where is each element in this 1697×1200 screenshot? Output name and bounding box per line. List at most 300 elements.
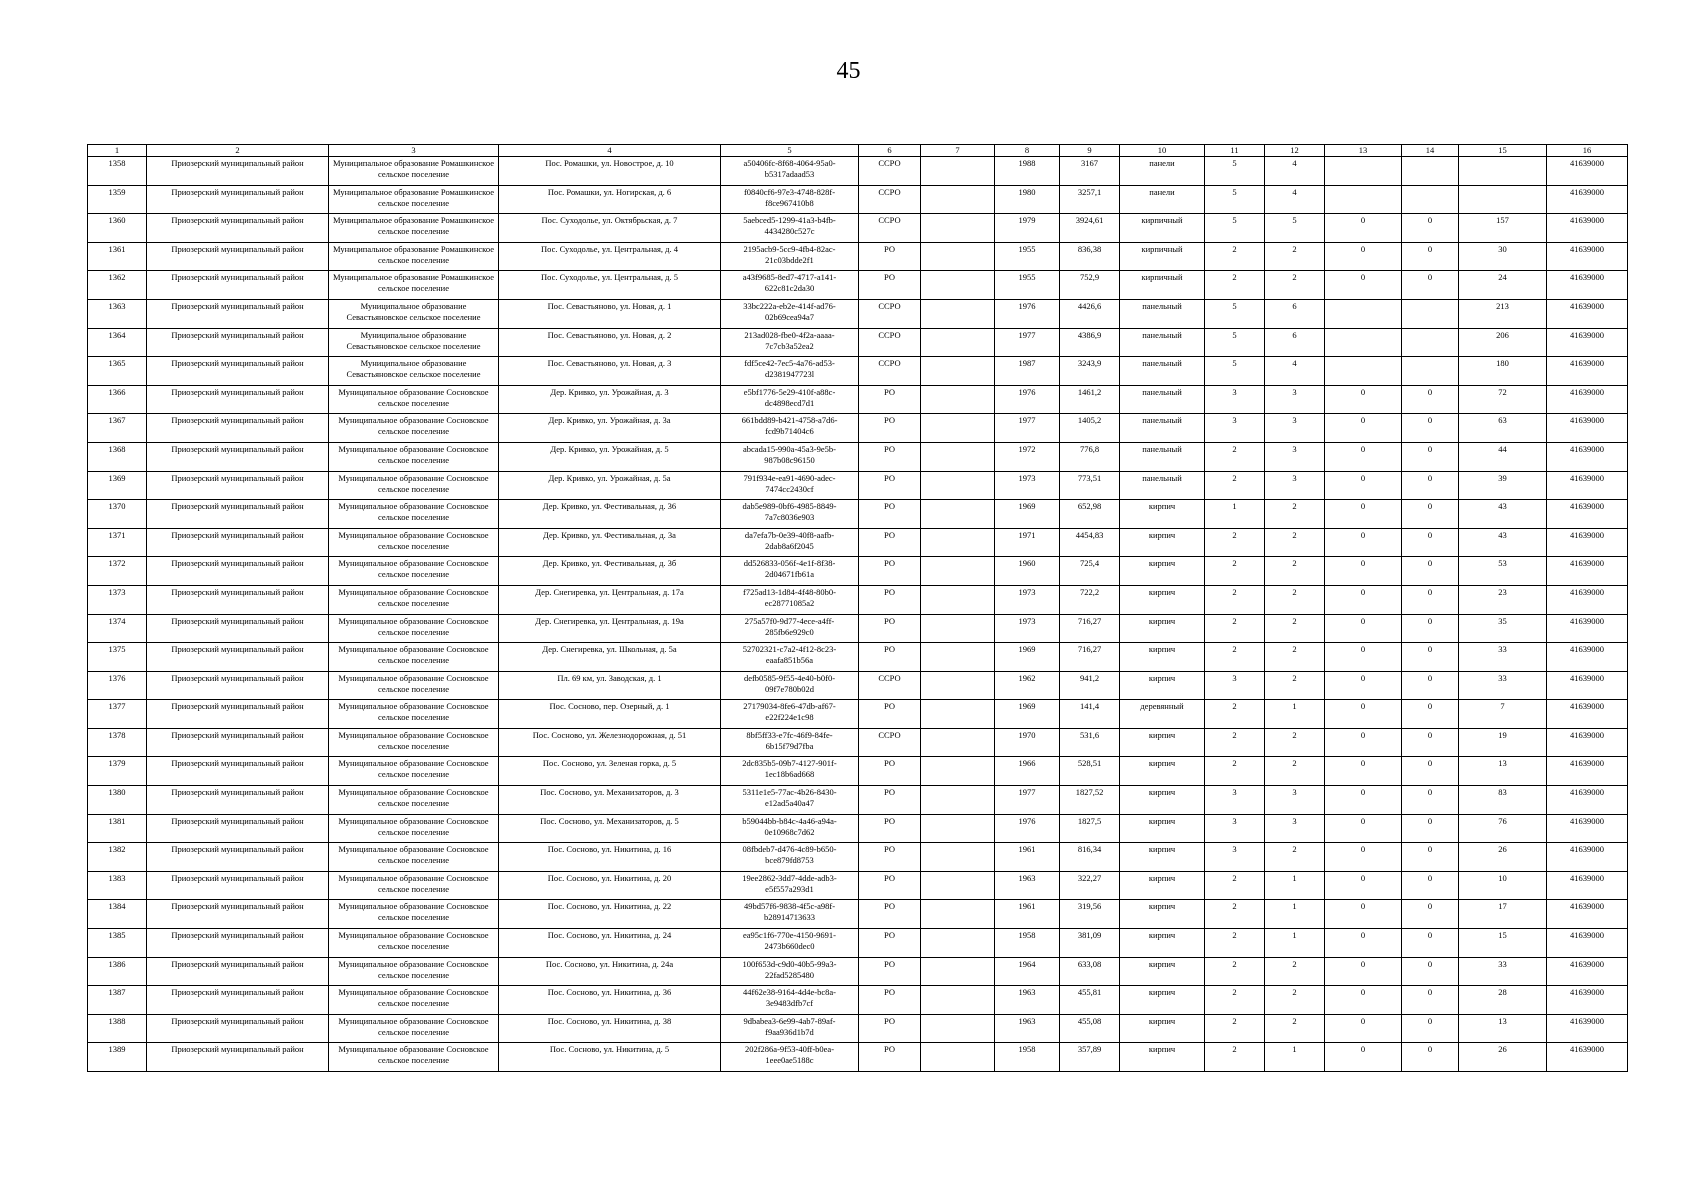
table-cell-col-14 — [1402, 299, 1459, 328]
column-header-2: 2 — [147, 145, 329, 157]
table-cell-col-3: Муниципальное образование Севастьяновское сельское поселение — [329, 357, 499, 386]
table-cell-col-9: 3167 — [1060, 157, 1120, 186]
table-cell-col-8: 1964 — [995, 957, 1060, 986]
table-cell-col-12: 3 — [1265, 814, 1325, 843]
table-cell-col-8: 1976 — [995, 385, 1060, 414]
table-cell-col-10: панельный — [1120, 442, 1205, 471]
table-cell-col-16: 41639000 — [1547, 929, 1628, 958]
table-cell-col-6: РО — [859, 643, 921, 672]
table-cell-col-1: 1365 — [88, 357, 147, 386]
table-row — [88, 957, 1628, 986]
table-cell-col-6: РО — [859, 414, 921, 443]
table-cell-col-6: РО — [859, 786, 921, 815]
table-cell-col-10: деревянный — [1120, 700, 1205, 729]
table-cell-col-15: 33 — [1459, 643, 1547, 672]
table-cell-col-9: 836,38 — [1060, 242, 1120, 271]
table-cell-col-12: 3 — [1265, 786, 1325, 815]
table-cell-col-9: 722,2 — [1060, 585, 1120, 614]
table-cell-col-8: 1973 — [995, 585, 1060, 614]
table-row — [88, 500, 1628, 529]
table-cell-col-4: Дер. Снегиревка, ул. Центральная, д. 19а — [499, 614, 721, 643]
table-cell-col-8: 1958 — [995, 929, 1060, 958]
table-cell-col-8: 1955 — [995, 242, 1060, 271]
table-cell-col-4: Пос. Сосново, ул. Механизаторов, д. 5 — [499, 814, 721, 843]
table-cell-col-14 — [1402, 357, 1459, 386]
table-cell-col-5: ea95c1f6-770e-4150-9691-2473b660dec0 — [721, 929, 859, 958]
table-row — [88, 614, 1628, 643]
table-cell-col-5: 8bf5ff33-e7fc-46f9-84fe-6b15f79d7fba — [721, 728, 859, 757]
table-cell-col-14: 0 — [1402, 757, 1459, 786]
table-cell-col-13: 0 — [1325, 528, 1402, 557]
table-cell-col-9: 1827,52 — [1060, 786, 1120, 815]
table-cell-col-14: 0 — [1402, 500, 1459, 529]
table-cell-col-12: 2 — [1265, 242, 1325, 271]
table-cell-col-6: РО — [859, 528, 921, 557]
table-cell-col-4: Пл. 69 км, ул. Заводская, д. 1 — [499, 671, 721, 700]
table-cell-col-3: Муниципальное образование Ромашкинское сельское поселение — [329, 185, 499, 214]
table-row — [88, 585, 1628, 614]
column-header-14: 14 — [1402, 145, 1459, 157]
table-cell-col-6: РО — [859, 614, 921, 643]
column-header-5: 5 — [721, 145, 859, 157]
table-cell-col-15: 206 — [1459, 328, 1547, 357]
table-row — [88, 299, 1628, 328]
table-cell-col-5: 2195acb9-5cc9-4fb4-82ac-21c03bdde2f1 — [721, 242, 859, 271]
table-cell-col-14: 0 — [1402, 814, 1459, 843]
table-cell-col-6: РО — [859, 700, 921, 729]
table-cell-col-3: Муниципальное образование Сосновское сельское поселение — [329, 700, 499, 729]
table-cell-col-12: 6 — [1265, 328, 1325, 357]
table-cell-col-16: 41639000 — [1547, 442, 1628, 471]
table-cell-col-15: 23 — [1459, 585, 1547, 614]
table-cell-col-8: 1960 — [995, 557, 1060, 586]
table-row — [88, 528, 1628, 557]
table-cell-col-13 — [1325, 185, 1402, 214]
table-cell-col-13: 0 — [1325, 471, 1402, 500]
table-cell-col-4: Пос. Севастьяново, ул. Новая, д. 2 — [499, 328, 721, 357]
table-cell-col-1: 1382 — [88, 843, 147, 872]
table-cell-col-11: 3 — [1205, 786, 1265, 815]
table-cell-col-4: Пос. Сосново, ул. Никитина, д. 22 — [499, 900, 721, 929]
table-cell-col-10: кирпич — [1120, 614, 1205, 643]
table-cell-col-4: Пос. Сосново, ул. Никитина, д. 36 — [499, 986, 721, 1015]
table-cell-col-5: 52702321-c7a2-4f12-8c23-eaafa851b56a — [721, 643, 859, 672]
table-cell-col-5: abcada15-990a-45a3-9e5b-987b08c96150 — [721, 442, 859, 471]
table-cell-col-11: 1 — [1205, 500, 1265, 529]
table-cell-col-5: f0840cf6-97e3-4748-828f-f8ce967410b8 — [721, 185, 859, 214]
table-cell-col-5: dd526833-056f-4e1f-8f38-2d04671fb61a — [721, 557, 859, 586]
table-cell-col-7 — [921, 271, 995, 300]
table-cell-col-9: 357,89 — [1060, 1043, 1120, 1072]
table-cell-col-12: 2 — [1265, 986, 1325, 1015]
table-cell-col-3: Муниципальное образование Сосновское сельское поселение — [329, 500, 499, 529]
table-cell-col-14: 0 — [1402, 528, 1459, 557]
table-cell-col-11: 5 — [1205, 357, 1265, 386]
table-cell-col-1: 1370 — [88, 500, 147, 529]
table-cell-col-1: 1384 — [88, 900, 147, 929]
table-cell-col-15: 33 — [1459, 671, 1547, 700]
table-row — [88, 728, 1628, 757]
table-cell-col-6: РО — [859, 242, 921, 271]
table-cell-col-3: Муниципальное образование Сосновское сельское поселение — [329, 414, 499, 443]
table-row — [88, 900, 1628, 929]
table-cell-col-6: РО — [859, 929, 921, 958]
table-cell-col-16: 41639000 — [1547, 357, 1628, 386]
table-cell-col-5: fdf5ce42-7ec5-4a76-ad53-d2381947723l — [721, 357, 859, 386]
table-cell-col-9: 531,6 — [1060, 728, 1120, 757]
table-cell-col-12: 6 — [1265, 299, 1325, 328]
column-header-13: 13 — [1325, 145, 1402, 157]
table-cell-col-13: 0 — [1325, 385, 1402, 414]
table-cell-col-13: 0 — [1325, 700, 1402, 729]
table-cell-col-16: 41639000 — [1547, 871, 1628, 900]
table-cell-col-7 — [921, 986, 995, 1015]
table-cell-col-1: 1368 — [88, 442, 147, 471]
table-cell-col-10: кирпич — [1120, 986, 1205, 1015]
column-header-16: 16 — [1547, 145, 1628, 157]
table-cell-col-8: 1972 — [995, 442, 1060, 471]
table-cell-col-2: Приозерский муниципальный район — [147, 871, 329, 900]
table-cell-col-1: 1380 — [88, 786, 147, 815]
table-cell-col-10: кирпич — [1120, 1014, 1205, 1043]
table-cell-col-9: 716,27 — [1060, 614, 1120, 643]
table-cell-col-4: Пос. Сосново, ул. Механизаторов, д. 3 — [499, 786, 721, 815]
table-cell-col-5: 27179034-8fe6-47db-af67-e22f224e1c98 — [721, 700, 859, 729]
table-cell-col-13: 0 — [1325, 843, 1402, 872]
table-cell-col-14 — [1402, 328, 1459, 357]
table-cell-col-11: 3 — [1205, 414, 1265, 443]
column-header-9: 9 — [1060, 145, 1120, 157]
table-cell-col-1: 1361 — [88, 242, 147, 271]
table-cell-col-15: 30 — [1459, 242, 1547, 271]
table-cell-col-13: 0 — [1325, 214, 1402, 243]
table-cell-col-5: a50406fc-8f68-4064-95a0-b5317adaad53 — [721, 157, 859, 186]
table-cell-col-7 — [921, 871, 995, 900]
table-cell-col-2: Приозерский муниципальный район — [147, 786, 329, 815]
table-cell-col-15: 72 — [1459, 385, 1547, 414]
table-cell-col-2: Приозерский муниципальный район — [147, 986, 329, 1015]
table-cell-col-2: Приозерский муниципальный район — [147, 271, 329, 300]
table-cell-col-16: 41639000 — [1547, 786, 1628, 815]
table-cell-col-10: кирпич — [1120, 728, 1205, 757]
table-cell-col-13: 0 — [1325, 414, 1402, 443]
column-header-6: 6 — [859, 145, 921, 157]
table-cell-col-6: ССРО — [859, 299, 921, 328]
table-cell-col-4: Пос. Севастьяново, ул. Новая, д. 1 — [499, 299, 721, 328]
table-cell-col-4: Дер. Кривко, ул. Урожайная, д. 3а — [499, 414, 721, 443]
table-cell-col-9: 773,51 — [1060, 471, 1120, 500]
table-cell-col-12: 1 — [1265, 929, 1325, 958]
table-cell-col-7 — [921, 900, 995, 929]
table-row — [88, 700, 1628, 729]
table-cell-col-9: 4454,83 — [1060, 528, 1120, 557]
table-cell-col-1: 1379 — [88, 757, 147, 786]
table-cell-col-5: 9dbabea3-6e99-4ab7-89af-f9aa936d1b7d — [721, 1014, 859, 1043]
table-cell-col-3: Муниципальное образование Сосновское сельское поселение — [329, 528, 499, 557]
table-cell-col-9: 528,51 — [1060, 757, 1120, 786]
table-cell-col-2: Приозерский муниципальный район — [147, 357, 329, 386]
table-cell-col-16: 41639000 — [1547, 471, 1628, 500]
table-cell-col-9: 1461,2 — [1060, 385, 1120, 414]
table-cell-col-8: 1973 — [995, 614, 1060, 643]
table-cell-col-11: 5 — [1205, 157, 1265, 186]
table-cell-col-15: 53 — [1459, 557, 1547, 586]
table-cell-col-8: 1969 — [995, 700, 1060, 729]
table-cell-col-8: 1963 — [995, 1014, 1060, 1043]
table-cell-col-6: РО — [859, 442, 921, 471]
table-row — [88, 871, 1628, 900]
table-cell-col-2: Приозерский муниципальный район — [147, 643, 329, 672]
table-cell-col-3: Муниципальное образование Сосновское сельское поселение — [329, 442, 499, 471]
table-cell-col-4: Дер. Кривко, ул. Фестивальная, д. 3б — [499, 557, 721, 586]
table-cell-col-14: 0 — [1402, 214, 1459, 243]
table-cell-col-1: 1364 — [88, 328, 147, 357]
table-row — [88, 442, 1628, 471]
table-cell-col-4: Дер. Кривко, ул. Урожайная, д. 5 — [499, 442, 721, 471]
table-cell-col-2: Приозерский муниципальный район — [147, 671, 329, 700]
table-cell-col-11: 5 — [1205, 328, 1265, 357]
table-cell-col-15: 43 — [1459, 500, 1547, 529]
table-cell-col-13: 0 — [1325, 757, 1402, 786]
table-cell-col-11: 2 — [1205, 643, 1265, 672]
table-cell-col-13: 0 — [1325, 242, 1402, 271]
table-cell-col-2: Приозерский муниципальный район — [147, 843, 329, 872]
table-cell-col-1: 1383 — [88, 871, 147, 900]
table-cell-col-16: 41639000 — [1547, 843, 1628, 872]
table-cell-col-2: Приозерский муниципальный район — [147, 500, 329, 529]
table-cell-col-3: Муниципальное образование Сосновское сельское поселение — [329, 786, 499, 815]
table-cell-col-12: 4 — [1265, 357, 1325, 386]
table-cell-col-9: 716,27 — [1060, 643, 1120, 672]
table-cell-col-13: 0 — [1325, 900, 1402, 929]
table-cell-col-2: Приозерский муниципальный район — [147, 814, 329, 843]
header-row — [88, 145, 1628, 157]
table-cell-col-6: ССРО — [859, 185, 921, 214]
table-cell-col-7 — [921, 728, 995, 757]
table-cell-col-16: 41639000 — [1547, 414, 1628, 443]
table-cell-col-3: Муниципальное образование Сосновское сельское поселение — [329, 1043, 499, 1072]
table-cell-col-2: Приозерский муниципальный район — [147, 728, 329, 757]
table-cell-col-1: 1358 — [88, 157, 147, 186]
table-cell-col-14: 0 — [1402, 385, 1459, 414]
table-cell-col-14: 0 — [1402, 843, 1459, 872]
table-cell-col-16: 41639000 — [1547, 185, 1628, 214]
table-cell-col-14: 0 — [1402, 700, 1459, 729]
table-cell-col-1: 1389 — [88, 1043, 147, 1072]
table-cell-col-5: 661bdd89-b421-4758-a7d6-fcd9b71404c6 — [721, 414, 859, 443]
table-cell-col-9: 3257,1 — [1060, 185, 1120, 214]
table-cell-col-7 — [921, 557, 995, 586]
table-cell-col-15: 13 — [1459, 1014, 1547, 1043]
table-cell-col-12: 3 — [1265, 385, 1325, 414]
table-row — [88, 986, 1628, 1015]
table-cell-col-7 — [921, 614, 995, 643]
table-cell-col-16: 41639000 — [1547, 557, 1628, 586]
table-cell-col-5: defb0585-9f55-4e40-b0f0-09f7e780b02d — [721, 671, 859, 700]
table-cell-col-1: 1375 — [88, 643, 147, 672]
table-cell-col-5: a43f9685-8ed7-4717-a141-622c81c2da30 — [721, 271, 859, 300]
table-cell-col-12: 1 — [1265, 700, 1325, 729]
table-cell-col-4: Пос. Суходолье, ул. Центральная, д. 5 — [499, 271, 721, 300]
table-cell-col-14: 0 — [1402, 986, 1459, 1015]
table-cell-col-3: Муниципальное образование Сосновское сельское поселение — [329, 614, 499, 643]
table-cell-col-16: 41639000 — [1547, 986, 1628, 1015]
table-cell-col-2: Приозерский муниципальный район — [147, 700, 329, 729]
table-cell-col-15: 13 — [1459, 757, 1547, 786]
table-cell-col-11: 3 — [1205, 814, 1265, 843]
table-cell-col-2: Приозерский муниципальный район — [147, 757, 329, 786]
table-cell-col-11: 5 — [1205, 214, 1265, 243]
table-cell-col-7 — [921, 157, 995, 186]
table-cell-col-2: Приозерский муниципальный район — [147, 557, 329, 586]
table-cell-col-13: 0 — [1325, 957, 1402, 986]
table-cell-col-16: 41639000 — [1547, 757, 1628, 786]
table-cell-col-13 — [1325, 299, 1402, 328]
table-cell-col-3: Муниципальное образование Сосновское сельское поселение — [329, 385, 499, 414]
table-body — [88, 157, 1628, 1072]
table-cell-col-4: Пос. Сосново, пер. Озерный, д. 1 — [499, 700, 721, 729]
table-cell-col-5: 791f934e-ea91-4690-adec-7474cc2430cf — [721, 471, 859, 500]
table-cell-col-11: 3 — [1205, 671, 1265, 700]
table-cell-col-16: 41639000 — [1547, 271, 1628, 300]
table-cell-col-14: 0 — [1402, 929, 1459, 958]
table-cell-col-16: 41639000 — [1547, 1043, 1628, 1072]
table-cell-col-10: кирпич — [1120, 528, 1205, 557]
table-cell-col-6: РО — [859, 814, 921, 843]
table-cell-col-10: панельный — [1120, 357, 1205, 386]
table-cell-col-9: 652,98 — [1060, 500, 1120, 529]
table-cell-col-12: 2 — [1265, 528, 1325, 557]
table-cell-col-5: 5311e1e5-77ac-4b26-8430-e12ad5a40a47 — [721, 786, 859, 815]
table-row — [88, 328, 1628, 357]
table-cell-col-14: 0 — [1402, 1014, 1459, 1043]
table-cell-col-12: 2 — [1265, 643, 1325, 672]
table-cell-col-1: 1359 — [88, 185, 147, 214]
table-cell-col-1: 1386 — [88, 957, 147, 986]
table-cell-col-16: 41639000 — [1547, 643, 1628, 672]
table-cell-col-9: 455,81 — [1060, 986, 1120, 1015]
table-cell-col-15: 26 — [1459, 1043, 1547, 1072]
table-cell-col-14: 0 — [1402, 414, 1459, 443]
table-row — [88, 843, 1628, 872]
table-cell-col-10: панели — [1120, 185, 1205, 214]
table-cell-col-10: кирпич — [1120, 757, 1205, 786]
table-cell-col-12: 2 — [1265, 1014, 1325, 1043]
table-cell-col-9: 725,4 — [1060, 557, 1120, 586]
table-cell-col-16: 41639000 — [1547, 214, 1628, 243]
table-cell-col-16: 41639000 — [1547, 671, 1628, 700]
table-cell-col-8: 1969 — [995, 500, 1060, 529]
table-cell-col-11: 5 — [1205, 185, 1265, 214]
table-cell-col-10: кирпичный — [1120, 271, 1205, 300]
table-cell-col-14: 0 — [1402, 900, 1459, 929]
table-cell-col-9: 4426,6 — [1060, 299, 1120, 328]
table-cell-col-6: РО — [859, 557, 921, 586]
table-cell-col-14: 0 — [1402, 442, 1459, 471]
table-cell-col-4: Дер. Кривко, ул. Урожайная, д. 3 — [499, 385, 721, 414]
table-cell-col-4: Дер. Кривко, ул. Фестивальная, д. 36 — [499, 500, 721, 529]
table-cell-col-11: 2 — [1205, 242, 1265, 271]
table-cell-col-3: Муниципальное образование Сосновское сельское поселение — [329, 728, 499, 757]
table-cell-col-11: 2 — [1205, 900, 1265, 929]
table-cell-col-9: 1405,2 — [1060, 414, 1120, 443]
table-cell-col-3: Муниципальное образование Сосновское сельское поселение — [329, 986, 499, 1015]
table-cell-col-8: 1976 — [995, 299, 1060, 328]
table-cell-col-1: 1363 — [88, 299, 147, 328]
table-cell-col-3: Муниципальное образование Ромашкинское сельское поселение — [329, 157, 499, 186]
table-cell-col-6: РО — [859, 385, 921, 414]
table-cell-col-13 — [1325, 328, 1402, 357]
table-cell-col-7 — [921, 528, 995, 557]
table-cell-col-12: 3 — [1265, 442, 1325, 471]
table-row — [88, 786, 1628, 815]
table-cell-col-7 — [921, 814, 995, 843]
table-cell-col-14 — [1402, 185, 1459, 214]
table-cell-col-10: панельный — [1120, 471, 1205, 500]
table-cell-col-13: 0 — [1325, 1043, 1402, 1072]
table-cell-col-14: 0 — [1402, 671, 1459, 700]
table-cell-col-10: панельный — [1120, 385, 1205, 414]
table-cell-col-4: Пос. Сосново, ул. Никитина, д. 24а — [499, 957, 721, 986]
table-cell-col-6: РО — [859, 871, 921, 900]
table-cell-col-3: Муниципальное образование Ромашкинское сельское поселение — [329, 214, 499, 243]
column-header-1: 1 — [88, 145, 147, 157]
table-cell-col-15: 15 — [1459, 929, 1547, 958]
table-cell-col-8: 1977 — [995, 414, 1060, 443]
table-cell-col-12: 2 — [1265, 843, 1325, 872]
table-cell-col-16: 41639000 — [1547, 299, 1628, 328]
table-cell-col-13: 0 — [1325, 643, 1402, 672]
column-header-4: 4 — [499, 145, 721, 157]
table-row — [88, 385, 1628, 414]
column-header-12: 12 — [1265, 145, 1325, 157]
table-cell-col-12: 3 — [1265, 414, 1325, 443]
table-cell-col-10: кирпич — [1120, 643, 1205, 672]
table-cell-col-14 — [1402, 157, 1459, 186]
table-cell-col-1: 1385 — [88, 929, 147, 958]
table-cell-col-16: 41639000 — [1547, 957, 1628, 986]
table-cell-col-14: 0 — [1402, 471, 1459, 500]
table-row — [88, 757, 1628, 786]
table-cell-col-15: 7 — [1459, 700, 1547, 729]
table-cell-col-6: ССРО — [859, 214, 921, 243]
table-cell-col-1: 1367 — [88, 414, 147, 443]
table-cell-col-3: Муниципальное образование Ромашкинское сельское поселение — [329, 271, 499, 300]
table-cell-col-2: Приозерский муниципальный район — [147, 328, 329, 357]
table-cell-col-6: РО — [859, 271, 921, 300]
table-cell-col-9: 319,56 — [1060, 900, 1120, 929]
table-cell-col-7 — [921, 786, 995, 815]
table-cell-col-14: 0 — [1402, 614, 1459, 643]
table-cell-col-8: 1977 — [995, 786, 1060, 815]
table-cell-col-8: 1976 — [995, 814, 1060, 843]
table-cell-col-6: РО — [859, 500, 921, 529]
table-cell-col-4: Пос. Сосново, ул. Железнодорожная, д. 51 — [499, 728, 721, 757]
table-cell-col-1: 1360 — [88, 214, 147, 243]
table-cell-col-1: 1374 — [88, 614, 147, 643]
table-cell-col-9: 816,34 — [1060, 843, 1120, 872]
table-cell-col-5: 19ee2862-3dd7-4dde-adb3-e5f557a293d1 — [721, 871, 859, 900]
table-cell-col-13: 0 — [1325, 671, 1402, 700]
table-cell-col-5: 33bc222a-eb2e-414f-ad76-02b69cea94a7 — [721, 299, 859, 328]
page-number: 45 — [836, 58, 861, 84]
table-cell-col-6: РО — [859, 900, 921, 929]
table-cell-col-7 — [921, 185, 995, 214]
table-cell-col-7 — [921, 643, 995, 672]
table-cell-col-11: 2 — [1205, 528, 1265, 557]
table-cell-col-3: Муниципальное образование Сосновское сельское поселение — [329, 814, 499, 843]
table-cell-col-9: 752,9 — [1060, 271, 1120, 300]
